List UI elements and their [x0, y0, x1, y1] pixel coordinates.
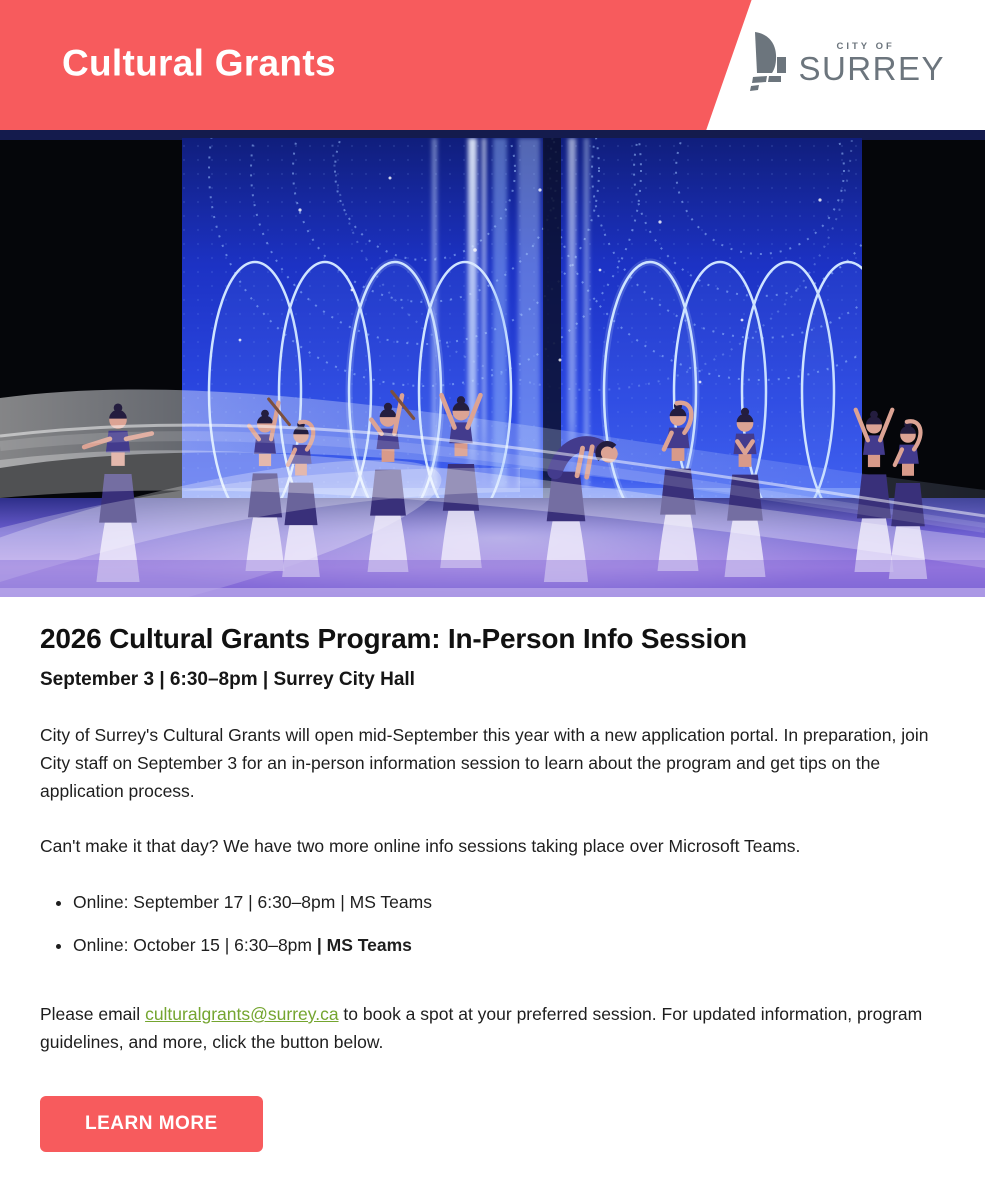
session-text: Online: October 15 | 6:30–8pm — [73, 935, 317, 955]
intro-paragraph: City of Surrey's Cultural Grants will open mid-September this year with a new application portal. In preparation, join City staff on September 3 for an in-person information session to learn about the program and get tips on the application process. — [40, 725, 929, 801]
hero-image — [0, 130, 985, 597]
online-sessions-paragraph: Can't make it that day? We have two more online info sessions taking place over Microsoft Teams. — [40, 836, 801, 856]
email-link[interactable]: culturalgrants@surrey.ca — [145, 1004, 339, 1024]
booking-paragraph — [40, 1000, 945, 1056]
session-text-bold: | MS Teams — [316, 935, 412, 955]
article-body — [0, 623, 985, 1197]
page-title: Cultural Grants — [62, 42, 336, 84]
session-item — [73, 892, 945, 913]
article-title: 2026 Cultural Grants Program: In-Person Info Session — [40, 623, 747, 654]
surrey-logo-icon — [747, 30, 793, 94]
learn-more-button[interactable]: LEARN MORE — [40, 1096, 263, 1152]
booking-text-after: to book a spot at your preferred session. For updated information, program guidelines, and more, click the button below. — [40, 1004, 923, 1052]
header-banner — [0, 0, 985, 130]
event-details: September 3 | 6:30–8pm | Surrey City Hall — [40, 669, 415, 690]
logo-city-of-label: CITY OF — [836, 41, 895, 52]
surrey-logo — [747, 33, 945, 94]
booking-text-before: Please email — [40, 1004, 146, 1024]
stage-performance-illustration — [0, 130, 985, 597]
surrey-logo-text — [798, 33, 945, 87]
logo-surrey-label: SURREY — [798, 50, 945, 87]
sessions-list — [40, 892, 945, 956]
session-item — [73, 935, 945, 956]
session-text: Online: September 17 | 6:30–8pm | MS Teams — [73, 892, 432, 912]
